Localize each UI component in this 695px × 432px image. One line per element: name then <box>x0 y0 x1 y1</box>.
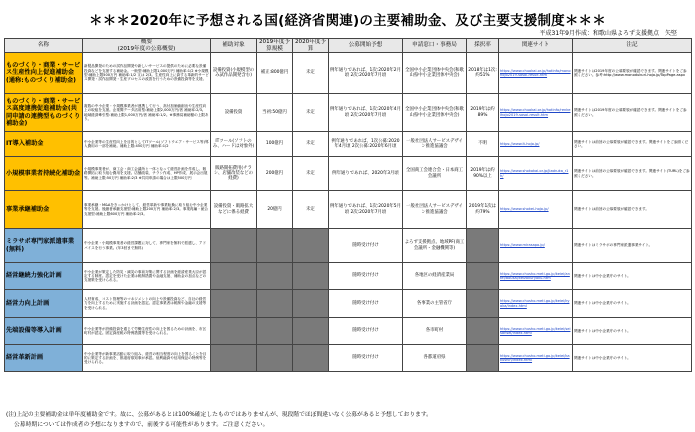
table-row <box>5 263 692 290</box>
row-schedule: 例年通りであれば、1次:2020年5月頃 2次:2020年7月頃 <box>329 191 403 229</box>
row-budget-2020: 未定 <box>293 94 329 132</box>
row-office: 一般社団法人サービスデザイン推進協議会 <box>403 191 467 229</box>
row-budget-2019: 100億円 <box>257 132 293 157</box>
row-schedule: 随時受け付け <box>329 345 403 372</box>
row-note: 関連サイトは中小企業庁のサイト。 <box>573 318 692 345</box>
row-rate: 2019年は約89% <box>467 94 499 132</box>
row-name: 事業承継補助金 <box>5 191 83 229</box>
header-name: 名称 <box>5 39 83 53</box>
row-target: 設備投資・販路拡大などに係る経費 <box>211 191 257 229</box>
row-budget-2020 <box>293 229 329 263</box>
row-note: 関連サイトは前回の公募要領が確認できます。関連サイト(TURL)をご参照ください。 <box>573 157 692 191</box>
row-schedule: 例年通りであれば、2020年3月頃 <box>329 157 403 191</box>
row-office: 各事業の主管省庁 <box>403 290 467 318</box>
row-target <box>211 263 257 290</box>
document-subtitle: 平成31年9月作成：和歌山県よろず支援拠点 矢堅 <box>539 30 677 37</box>
row-site[interactable]: https://www.chusho.meti.go.jp/keiei/seisansei/index.html <box>499 318 573 345</box>
row-rate <box>467 345 499 372</box>
row-note: 関連サイトは2019年度の公募要領が確認できます。関連サイトをご参照ください。 <box>573 94 692 132</box>
header-budget-2020: 2020年度予算 <box>293 39 329 53</box>
row-target <box>211 318 257 345</box>
row-rate <box>467 290 499 318</box>
row-budget-2020 <box>293 345 329 372</box>
row-schedule: 随時受け付け <box>329 290 403 318</box>
row-overview: 新製品開発のための試作品開発や新しいサービスの提供のために必要な設備投資などを支援する補助金。一般型:補助上限1,000万円 補助率:1/2 ※小規模型:補助上限500万円 補助率:1/2 又は 2/3。生産性向上に資する革新的サービス開発・試作品開発・生産プロセスの改善を行うための設備投資等を支援。 <box>83 53 211 94</box>
row-note: 関連サイトは中小企業庁のサイト。 <box>573 263 692 290</box>
row-target <box>211 345 257 372</box>
row-name: ものづくり・商業・サービス生産性向上促進補助金(通称:ものづくり補助金) <box>5 53 83 94</box>
row-schedule: 随時受け付け <box>329 318 403 345</box>
row-office: 一般社団法人サービスデザイン推進協議会 <box>403 132 467 157</box>
row-office: 全国中小企業団体中央会(和歌山県中小企業団体中央会) <box>403 53 467 94</box>
row-schedule: 例年通りであれば、1次:2020年2月頃 2次:2020年7月頃 <box>329 53 403 94</box>
row-schedule: 例年通りであれば、1次:2020年4月頃 2次:2020年7月頃 <box>329 94 403 132</box>
row-note: 関連サイトは前回の公募要領が確認できます。関連サイトをご参照ください。 <box>573 132 692 157</box>
header-budget-2019: 2019年度予算規模 <box>257 39 293 53</box>
subsidy-table <box>4 38 692 372</box>
table-row <box>5 345 692 372</box>
row-target <box>211 229 257 263</box>
row-overview: 中小企業等が設備投資を通じて労働生産性の向上を図るための計画を、市区町村が認定。固定資産税の特例措置等を受けられる。 <box>83 318 211 345</box>
row-site[interactable]: https://www.mirasapo.jp/ <box>499 229 573 263</box>
row-rate: 2019年1次は約79% <box>467 191 499 229</box>
row-schedule: 例年通りであれば、1次公募:2020年4月頃 2次公募:2020年6月頃 <box>329 132 403 157</box>
row-name: 小規模事業者持続化補助金 <box>5 157 83 191</box>
row-name: 経営革新計画 <box>5 345 83 372</box>
row-rate: 2018年は1次:約51% <box>467 53 499 94</box>
row-overview: 事業承継・M&Aをきっかけとして、経営革新や事業転換に取り組む中小企業等を支援。後継者承継支援型:補助上限200万円 補助率:2/3。事業再編・統合支援型:補助上限600万円 補助率:2/3。 <box>83 191 211 229</box>
row-name: 先端設備等導入計画 <box>5 318 83 345</box>
table-header-row <box>5 39 692 53</box>
row-budget-2019 <box>257 318 293 345</box>
row-site[interactable]: https://www.it-hojo.jp/ <box>499 132 573 157</box>
row-rate <box>467 263 499 290</box>
header-rate: 採択率 <box>467 39 499 53</box>
row-budget-2019: 200億円 <box>257 157 293 191</box>
table-row <box>5 318 692 345</box>
row-budget-2019 <box>257 229 293 263</box>
row-office: 各市町村 <box>403 318 467 345</box>
row-name: 経営継続力強化計画 <box>5 263 83 290</box>
row-site[interactable]: https://www.shokei-hojo.jp/ <box>499 191 573 229</box>
row-budget-2020: 未定 <box>293 132 329 157</box>
row-site[interactable]: https://www.chusho.meti.go.jp/keiei/kakushin/index.html <box>499 345 573 372</box>
row-schedule: 随時受け付け <box>329 263 403 290</box>
row-office: 全国中小企業団体中央会(和歌山県中小企業団体中央会) <box>403 94 467 132</box>
table-row <box>5 229 692 263</box>
table-row <box>5 53 692 94</box>
row-budget-2019: 20億円 <box>257 191 293 229</box>
header-site: 関連サイト <box>499 39 573 53</box>
row-budget-2019 <box>257 263 293 290</box>
row-budget-2019: 補正:800億円 <box>257 53 293 94</box>
row-office: よろず支援拠点、地域PF(商工会議所・金融機関等) <box>403 229 467 263</box>
header-overview: 概要 (2019年度の公募概要) <box>83 39 211 53</box>
table-row <box>5 191 692 229</box>
row-schedule: 随時受け付け <box>329 229 403 263</box>
row-budget-2020: 未定 <box>293 157 329 191</box>
row-site[interactable]: https://www.chusho.meti.go.jp/keiei/antei/bousai/keizokuryoku.htm <box>499 263 573 290</box>
footnote-2: 公募時期については作成者の予想になりますので、前後する可能性があります。ご注意ください。 <box>14 422 269 428</box>
row-site[interactable]: https://www.chuokai.or.jp/hotinfo/monohojo2019-sosoi-result.htm <box>499 53 573 94</box>
row-overview: 中小企業が策定した防災・減災の事前対策に関する計画を経済産業大臣が認定する制度。認定を受けた企業は税制措置や金融支援、補助金の加点などの支援策を受けられる。 <box>83 263 211 290</box>
row-office: 全国商工会連合会・日本商工会議所 <box>403 157 467 191</box>
row-rate: 2019年は約90%以上 <box>467 157 499 191</box>
row-name: ミラサポ専門家派遣事業(無料) <box>5 229 83 263</box>
row-budget-2020 <box>293 318 329 345</box>
row-overview: 複数の中小企業・小規模事業者が連携して行う、高付加価値創出や生産性向上の取組を支援。企業間データ活用型:補助上限2,000万円/者 補助率:2/3。地域経済牽引型:補助上限1,000万円/者 補助率:1/2。※事務局補助額の上限あり。 <box>83 94 211 132</box>
row-overview: 人材育成、コスト管理等のマネジメントの向上や設備投資など、自社の経営力を向上するために実施する計画を認定。認定事業者は税制や金融の支援等を受けられる。 <box>83 290 211 318</box>
table-row <box>5 157 692 191</box>
row-office: 各都道府県 <box>403 345 467 372</box>
row-budget-2019: 当初:50億円 <box>257 94 293 132</box>
row-rate <box>467 229 499 263</box>
table-row <box>5 290 692 318</box>
row-target: 設備投資(小規模型のみ試作品開発含む) <box>211 53 257 94</box>
row-site[interactable]: https://www.chuokai.or.jp/hotinfo/renkeihojo2019-sosoi-result.htm <box>499 94 573 132</box>
header-note: 注記 <box>573 39 692 53</box>
row-budget-2020: 未定 <box>293 191 329 229</box>
row-note: 関連サイトはミラサポの専門家派遣事業サイト。 <box>573 229 692 263</box>
row-office: 各地区の経済産業局 <box>403 263 467 290</box>
row-note: 関連サイトは中小企業庁のサイト。 <box>573 290 692 318</box>
row-note: 関連サイトは前回の公募要領が確認できます。 <box>573 191 692 229</box>
row-name: 経営力向上計画 <box>5 290 83 318</box>
row-overview: 中小企業等が新事業活動に取り組み、経営の相当程度の向上を図ることを目的に策定する計画を、都道府県知事が承認。低利融資や信用保証の特例等を受けられる。 <box>83 345 211 372</box>
row-note: 関連サイトは2019年度の公募要領が確認できます。関連サイトをご参照ください。参考:http://www.monodukuri-hojo.jp/TopPage.aspx <box>573 53 692 94</box>
header-office: 申請窓口・事務局 <box>403 39 467 53</box>
row-target: 販路開拓費用(チラシ、店舗改装などの経費) <box>211 157 257 191</box>
row-rate: 不明 <box>467 132 499 157</box>
row-site[interactable]: https://www.shokokai.or.jp/jizokuka_r1h/ <box>499 157 573 191</box>
row-site[interactable]: https://www.chusho.meti.go.jp/keiei/kyoka/index.html <box>499 290 573 318</box>
footnote-1: (注)上記の主要補助金は単年度補助金です。故に、公募があるとは100%確定したものではありませんが、現段階でほぼ間違いなく公募があると予想しております。 <box>6 412 432 418</box>
header-target: 補助対象 <box>211 39 257 53</box>
row-budget-2020 <box>293 290 329 318</box>
row-budget-2020: 未定 <box>293 53 329 94</box>
row-note: 関連サイトは中小企業庁のサイト。 <box>573 345 692 372</box>
row-target: ITツール(ソフトのみ、ハードは対象外) <box>211 132 257 157</box>
row-target: 設備投資 <box>211 94 257 132</box>
row-budget-2019 <box>257 290 293 318</box>
row-overview: 中小企業・小規模事業者の経営課題に対して、専門家を無料で派遣し、アドバイスを行う事業。(年3回まで無料) <box>83 229 211 263</box>
table-row <box>5 132 692 157</box>
row-name: IT導入補助金 <box>5 132 83 157</box>
table-row <box>5 94 692 132</box>
header-schedule: 公募開始予想 <box>329 39 403 53</box>
row-rate <box>467 318 499 345</box>
row-overview: 小規模事業者が、商工会・商工会議所と一体となって経営計画を作成し、販路開拓に取り組む費用を支援。店舗改装、チラシ作成、HP作成、展示会出展等。補助上限:50万円 補助率:2/3 ※共同申請の場合は上限500万円 <box>83 157 211 191</box>
row-overview: 中小企業等の生産性向上を目的としてITツール(ソフトウエア・サービス等)導入費用の一部を補助。補助上限:450万円 補助率:1/2 <box>83 132 211 157</box>
document-title: ＊＊＊2020年に予想される国(経済省関連)の主要補助金、及び主要支援制度＊＊＊ <box>89 13 606 29</box>
row-target <box>211 290 257 318</box>
row-budget-2020 <box>293 263 329 290</box>
row-name: ものづくり・商業・サービス高度連携促進補助金(共同申請の連携型ものづくり補助金) <box>5 94 83 132</box>
row-budget-2019 <box>257 345 293 372</box>
